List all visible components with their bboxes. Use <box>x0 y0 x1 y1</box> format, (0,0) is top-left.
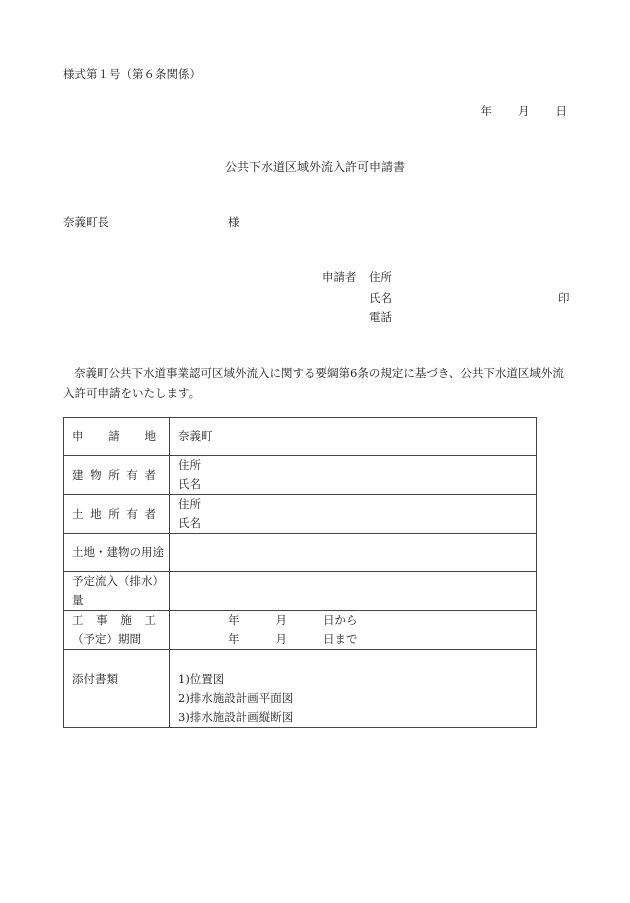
construction-period-label <box>64 611 170 650</box>
period-from-month: 月 <box>275 613 287 627</box>
addressee-name: 奈義町長 <box>63 215 109 229</box>
document-title: 公共下水道区域外流入許可申請書 <box>224 160 405 174</box>
label-char: 建 <box>72 467 84 482</box>
land-owner-name: 氏名 <box>178 516 201 530</box>
seal-mark: 印 <box>558 291 570 305</box>
date-line <box>481 103 568 119</box>
attachment-item: 2)排水施設計画平面図 <box>178 691 294 705</box>
date-day: 日 <box>555 104 567 118</box>
application-table <box>63 417 537 728</box>
construction-period-value[interactable] <box>170 611 537 650</box>
attachment-item: 3)排水施設計画縦断図 <box>178 710 294 724</box>
date-year: 年 <box>480 104 492 118</box>
period-to-month: 月 <box>275 632 287 646</box>
applicant-name-label: 氏名 <box>369 291 392 305</box>
table-row-land-owner <box>64 495 537 534</box>
period-from <box>178 611 536 630</box>
label-char: 申 <box>72 429 84 443</box>
period-from-year: 年 <box>228 613 240 627</box>
label-char: 有 <box>126 506 138 521</box>
applicant-address-label: 住所 <box>369 270 392 284</box>
land-owner-address: 住所 <box>178 497 201 511</box>
label-char: 事 <box>96 613 108 627</box>
label-char: 所 <box>108 506 120 521</box>
building-owner-name: 氏名 <box>178 477 201 491</box>
flow-label: 予定流入（排水）量 <box>64 572 170 611</box>
label-char: 有 <box>126 467 138 482</box>
usage-value[interactable] <box>170 534 537 572</box>
building-owner-label <box>64 456 170 495</box>
table-row-building-owner <box>64 456 537 495</box>
attachment-item: 1)位置図 <box>178 672 225 686</box>
table-row-construction-period <box>64 611 537 650</box>
label-char: 物 <box>90 467 102 482</box>
label-char: 請 <box>108 429 120 443</box>
attachments-value <box>170 650 537 728</box>
building-owner-value[interactable] <box>170 456 537 495</box>
land-owner-value[interactable] <box>170 495 537 534</box>
label-char: 施 <box>120 613 132 627</box>
table-row-usage <box>64 534 537 572</box>
applicant-label: 申請者 <box>322 270 357 284</box>
application-site-label <box>64 418 170 456</box>
flow-value[interactable] <box>170 572 537 611</box>
label-char: 工 <box>72 613 84 627</box>
date-month: 月 <box>518 104 530 118</box>
construction-period-sublabel: （予定）期間 <box>72 632 141 646</box>
period-to <box>178 630 536 649</box>
addressee-honorific: 様 <box>228 215 240 229</box>
form-number: 様式第１号（第６条関係） <box>63 67 201 81</box>
land-owner-label <box>64 495 170 534</box>
label-char: 者 <box>144 506 156 521</box>
period-to-year: 年 <box>228 632 240 646</box>
label-char: 地 <box>144 429 156 443</box>
period-to-day: 日まで <box>323 632 358 646</box>
application-site-value[interactable]: 奈義町 <box>170 418 537 456</box>
building-owner-address: 住所 <box>178 458 201 472</box>
label-char: 土 <box>72 506 84 521</box>
applicant-phone-label: 電話 <box>369 310 392 324</box>
table-row-application-site <box>64 418 537 456</box>
label-char: 工 <box>144 613 156 627</box>
table-row-flow <box>64 572 537 611</box>
label-char: 所 <box>108 467 120 482</box>
usage-label: 土地・建物の用途 <box>64 534 170 572</box>
label-char: 地 <box>90 506 102 521</box>
table-row-attachments <box>64 650 537 728</box>
period-from-day: 日から <box>323 613 358 627</box>
label-char: 者 <box>144 467 156 482</box>
application-statement: 奈義町公共下水道事業認可区域外流入に関する要綱第6条の規定に基づき、公共下水道区域外流入許可申請をいたします。 <box>63 366 564 400</box>
attachments-label: 添付書類 <box>64 650 170 728</box>
